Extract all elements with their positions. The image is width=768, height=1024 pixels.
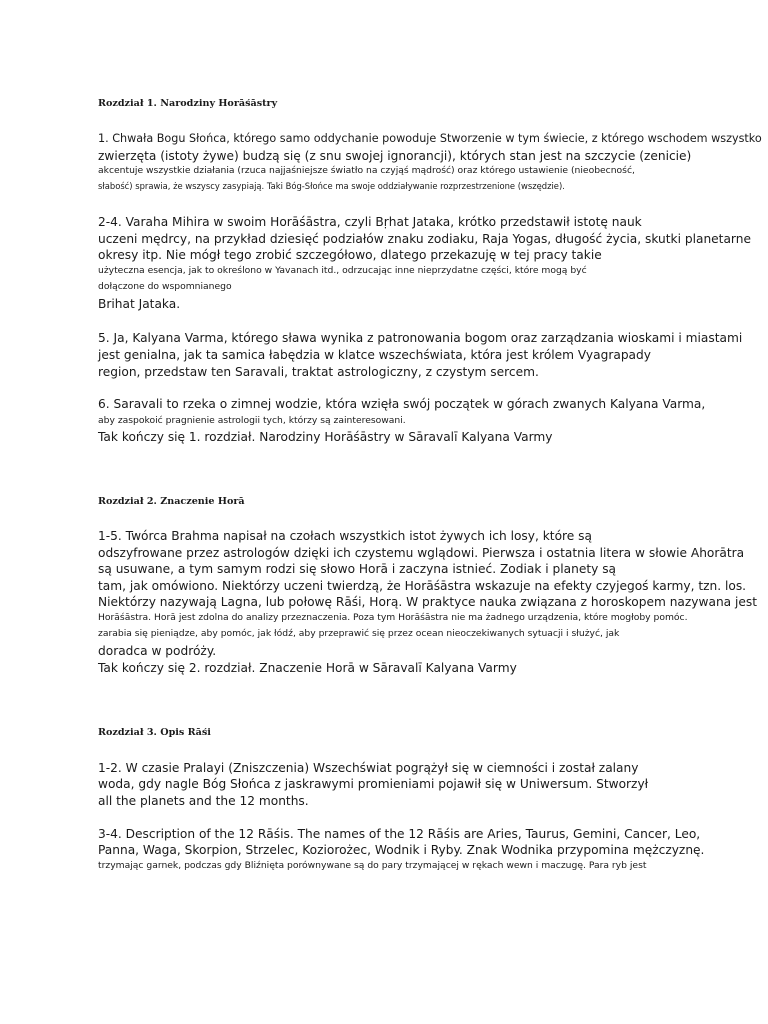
text-line: zarabia się pieniądze, aby pomóc, jak łódź, aby przeprawić się przez ocean nieoczekiwanych sytuacji i służyć, jak xyxy=(98,628,620,639)
text-line: aby zaspokoić pragnienie astrologii tych, którzy są zainteresowani. xyxy=(98,415,406,426)
text-line: akcentuje wszystkie działania (rzuca najjaśniejsze światło na czyjąś mądrość) oraz którego ustawienie (nieobecność, xyxy=(98,165,635,176)
chapter-2-heading: Rozdział 2. Znaczenie Horā xyxy=(98,496,245,507)
text-line: okresy itp. Nie mógł tego zrobić szczegółowo, dlatego przekazuję w tej pracy takie xyxy=(98,248,602,262)
text-line: Horāśāstra. Horā jest zdolna do analizy przeznaczenia. Poza tym Horāśāstra nie ma żadnego urządzenia, które mogłoby pomóc. xyxy=(98,612,688,623)
chapter-3-heading: Rozdział 3. Opis Rāśi xyxy=(98,727,211,738)
text-line: 1-2. W czasie Pralayi (Zniszczenia) Wszechświat pogrążył się w ciemności i został zalany xyxy=(98,761,639,775)
text-line: 1. Chwała Bogu Słońca, którego samo oddychanie powoduje Stworzenie w tym świecie, z którego wschodem wszystko xyxy=(98,132,762,145)
text-line: all the planets and the 12 months. xyxy=(98,794,309,808)
text-line: słabość) sprawia, że wszyscy zasypiają. Taki Bóg-Słońce ma swoje oddziaływanie rozprzestrzenione (wszędzie). xyxy=(98,181,565,191)
text-line: Panna, Waga, Skorpion, Strzelec, Koziorożec, Wodnik i Ryby. Znak Wodnika przypomina mężczyznę. xyxy=(98,843,705,857)
text-line: 1-5. Twórca Brahma napisał na czołach wszystkich istot żywych ich losy, które są xyxy=(98,529,592,543)
text-line: 2-4. Varaha Mihira w swoim Horāśāstra, czyli Bṛhat Jataka, krótko przedstawił istotę nauk xyxy=(98,215,642,229)
text-line: uczeni mędrcy, na przykład dziesięć podziałów znaku zodiaku, Raja Yogas, długość życia, skutki planetarne xyxy=(98,232,751,246)
text-line: odszyfrowane przez astrologów dzięki ich czystemu wglądowi. Pierwsza i ostatnia litera w słowie Ahorātra xyxy=(98,546,745,560)
text-line: użyteczna esencja, jak to określono w Yavanach itd., odrzucając inne nieprzydatne części, które mogą być xyxy=(98,265,587,276)
text-line: region, przedstaw ten Saravali, traktat astrologiczny, z czystym sercem. xyxy=(98,365,539,379)
text-line: doradca w podróży. xyxy=(98,644,217,658)
text-line: trzymając garnek, podczas gdy Bliźnięta porównywane są do pary trzymającej w rękach wewn i maczugę. Para ryb jest xyxy=(98,860,647,871)
text-line: woda, gdy nagle Bóg Słońca z jaskrawymi promieniami pojawił się w Uniwersum. Stworzył xyxy=(98,777,649,791)
text-line: dołączone do wspomnianego xyxy=(98,281,232,292)
text-line: Brihat Jataka. xyxy=(98,297,181,311)
text-line: zwierzęta (istoty żywe) budzą się (z snu swojej ignorancji), których stan jest na szczycie (zenicie) xyxy=(98,149,692,163)
text-line: są usuwane, a tym samym rodzi się słowo Horā i zaczyna istnieć. Zodiak i planety są xyxy=(98,562,617,576)
text-line: jest genialna, jak ta samica łabędzia w klatce wszechświata, która jest królem Vyagrapady xyxy=(98,348,651,362)
text-line: tam, jak omówiono. Niektórzy uczeni twierdzą, że Horāśāstra wskazuje na efekty czyjegoś karmy, tzn. los. xyxy=(98,579,747,593)
text-line: 3-4. Description of the 12 Rāśis. The names of the 12 Rāśis are Aries, Taurus, Gemini, Cancer, Leo, xyxy=(98,827,701,841)
text-line: Niektórzy nazywają Lagna, lub połowę Rāśi, Horą. W praktyce nauka związana z horoskopem nazywana jest xyxy=(98,595,758,609)
text-line: 6. Saravali to rzeka o zimnej wodzie, która wzięła swój początek w górach zwanych Kalyana Varma, xyxy=(98,397,706,411)
text-line: 5. Ja, Kalyana Varma, którego sława wynika z patronowania bogom oraz zarządzania wioskami i miastami xyxy=(98,331,743,345)
text-line: Tak kończy się 2. rozdział. Znaczenie Horā w Sāravalī Kalyana Varmy xyxy=(98,661,517,675)
text-line: Tak kończy się 1. rozdział. Narodziny Horāśāstry w Sāravalī Kalyana Varmy xyxy=(98,430,553,444)
chapter-1-heading: Rozdział 1. Narodziny Horāśāstry xyxy=(98,98,278,109)
